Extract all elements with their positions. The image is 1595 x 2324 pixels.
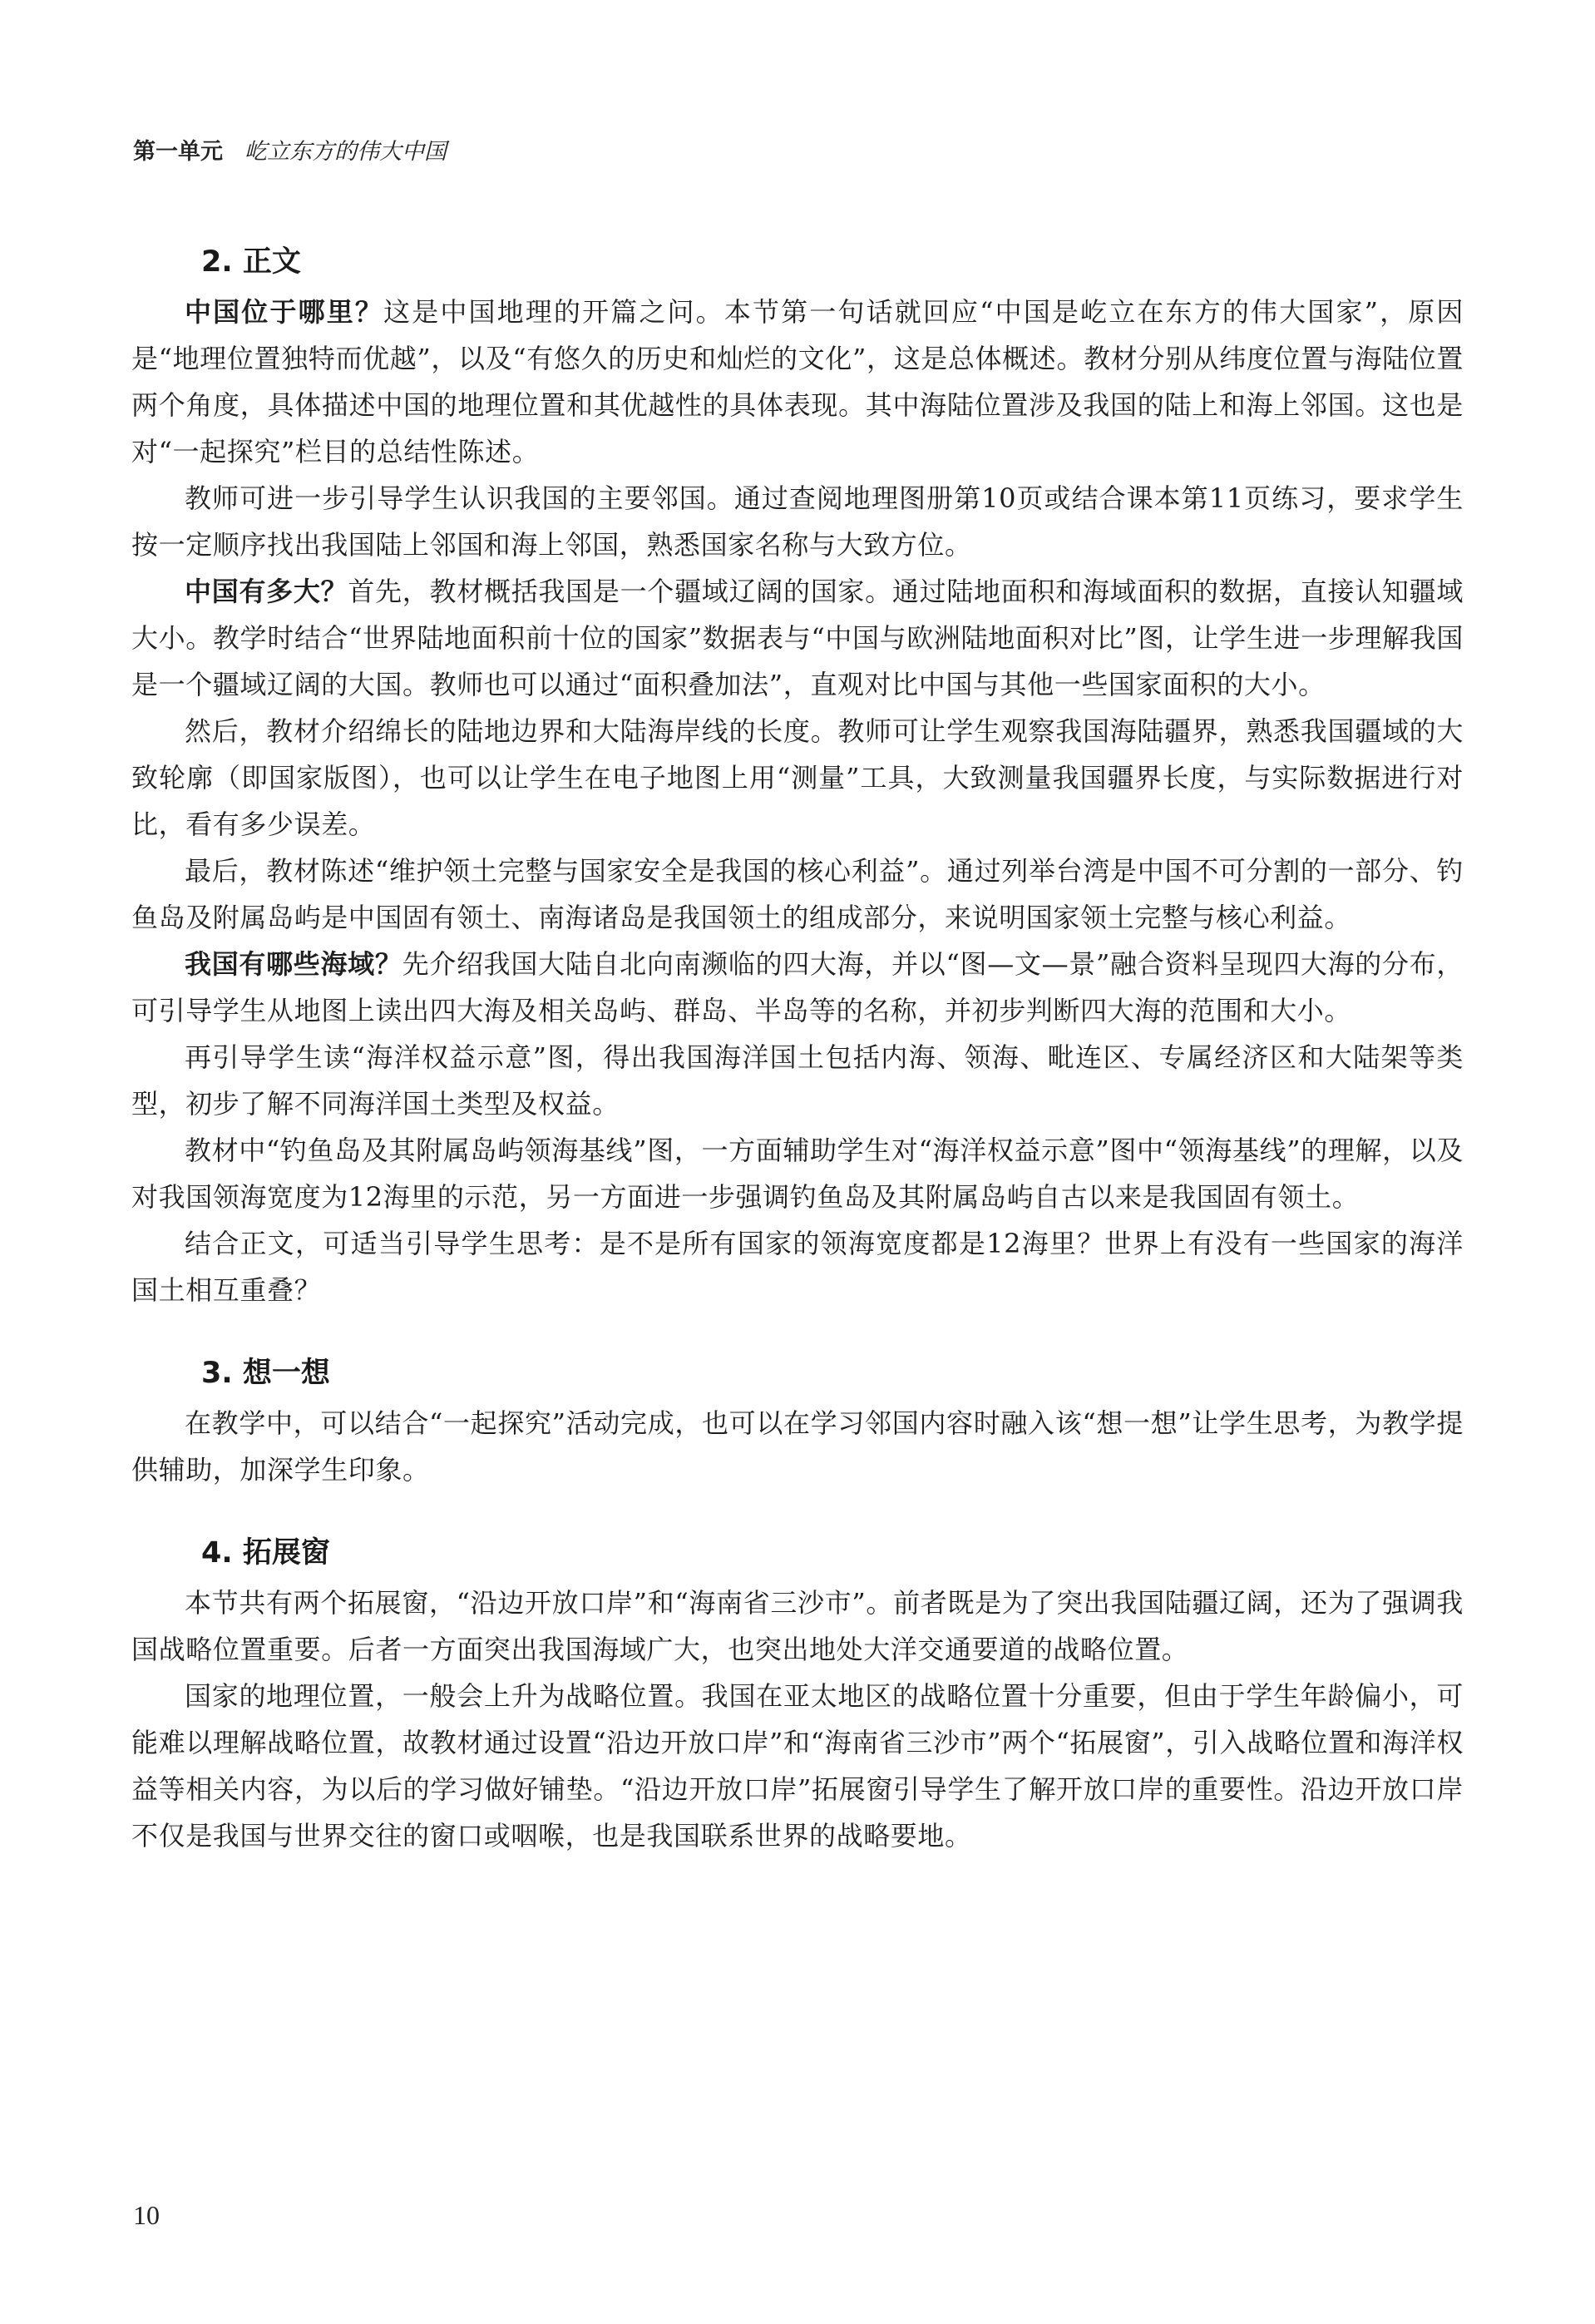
unit-label: 第一单元	[133, 139, 223, 165]
paragraph: 国家的地理位置，一般会上升为战略位置。我国在亚太地区的战略位置十分重要，但由于学生年龄偏小，可能难以理解战略位置，故教材通过设置“沿边开放口岸”和“海南省三沙市”两个“拓展窗”，引入战略位置和海洋权益等相关内容，为以后的学习做好铺垫。“沿边开放口岸”拓展窗引导学生了解开放口岸的重要性。沿边开放口岸不仅是我国与世界交往的窗口或咽喉，也是我国联系世界的战略要地。	[131, 1680, 1464, 1852]
section-heading-extension: 4. 拓展窗	[201, 1536, 330, 1570]
paragraph: 再引导学生读“海洋权益示意”图，得出我国海洋国土包括内海、领海、毗连区、专属经济区和大陆架等类型，初步了解不同海洋国土类型及权益。	[131, 1041, 1464, 1120]
section-heading-main-text: 2. 正文	[201, 245, 301, 279]
paragraph-lead: 我国有哪些海域？	[185, 948, 402, 980]
section-heading-think: 3. 想一想	[201, 1357, 330, 1390]
paragraph	[131, 289, 1464, 475]
paragraph-text: 先介绍我国大陆自北向南濒临的四大海，并以“图—文—景”融合资料呈现四大海的分布，可引导学生从地图上读出四大海及相关岛屿、群岛、半岛等的名称，并初步判断四大海的范围和大小。	[131, 948, 1464, 1026]
page-number: 10	[133, 2200, 160, 2230]
running-header	[133, 133, 447, 166]
unit-subtitle: 屹立东方的伟大中国	[244, 139, 447, 165]
paragraph: 然后，教材介绍绵长的陆地边界和大陆海岸线的长度。教师可让学生观察我国海陆疆界，熟悉我国疆域的大致轮廓（即国家版图），也可以让学生在电子地图上用“测量”工具，大致测量我国疆界长度，与实际数据进行对比，看有多少误差。	[131, 715, 1464, 840]
paragraph-text: 首先，教材概括我国是一个疆域辽阔的国家。通过陆地面积和海域面积的数据，直接认知疆域大小。教学时结合“世界陆地面积前十位的国家”数据表与“中国与欧洲陆地面积对比”图，让学生进一步理解我国是一个疆域辽阔的大国。教师也可以通过“面积叠加法”，直观对比中国与其他一些国家面积的大小。	[131, 576, 1464, 700]
paragraph: 结合正文，可适当引导学生思考：是不是所有国家的领海宽度都是12海里？世界上有没有一些国家的海洋国土相互重叠？	[131, 1228, 1464, 1306]
body-content	[131, 235, 1464, 1859]
paragraph: 教材中“钓鱼岛及其附属岛屿领海基线”图，一方面辅助学生对“海洋权益示意”图中“领海基线”的理解，以及对我国领海宽度为12海里的示范，另一方面进一步强调钓鱼岛及其附属岛屿自古以来是我国固有领土。	[131, 1135, 1464, 1213]
paragraph-lead: 中国有多大？	[185, 576, 348, 607]
paragraph	[131, 568, 1464, 708]
paragraph-lead: 中国位于哪里？	[185, 296, 384, 328]
paragraph: 最后，教材陈述“维护领土完整与国家安全是我国的核心利益”。通过列举台湾是中国不可分割的一部分、钓鱼岛及附属岛屿是中国固有领土、南海诸岛是我国领土的组成部分，来说明国家领土完整与核心利益。	[131, 855, 1464, 933]
paragraph	[131, 941, 1464, 1034]
paragraph: 在教学中，可以结合“一起探究”活动完成，也可以在学习邻国内容时融入该“想一想”让学生思考，为教学提供辅助，加深学生印象。	[131, 1407, 1464, 1486]
paragraph: 本节共有两个拓展窗，“沿边开放口岸”和“海南省三沙市”。前者既是为了突出我国陆疆辽阔，还为了强调我国战略位置重要。后者一方面突出我国海域广大，也突出地处大洋交通要道的战略位置。	[131, 1587, 1464, 1665]
paragraph-text: 这是中国地理的开篇之问。本节第一句话就回应“中国是屹立在东方的伟大国家”，原因是“地理位置独特而优越”，以及“有悠久的历史和灿烂的文化”，这是总体概述。教材分别从纬度位置与海陆位置两个角度，具体描述中国的地理位置和其优越性的具体表现。其中海陆位置涉及我国的陆上和海上邻国。这也是对“一起探究”栏目的总结性陈述。	[131, 296, 1464, 467]
paragraph: 教师可进一步引导学生认识我国的主要邻国。通过查阅地理图册第10页或结合课本第11页练习，要求学生按一定顺序找出我国陆上邻国和海上邻国，熟悉国家名称与大致方位。	[131, 482, 1464, 561]
